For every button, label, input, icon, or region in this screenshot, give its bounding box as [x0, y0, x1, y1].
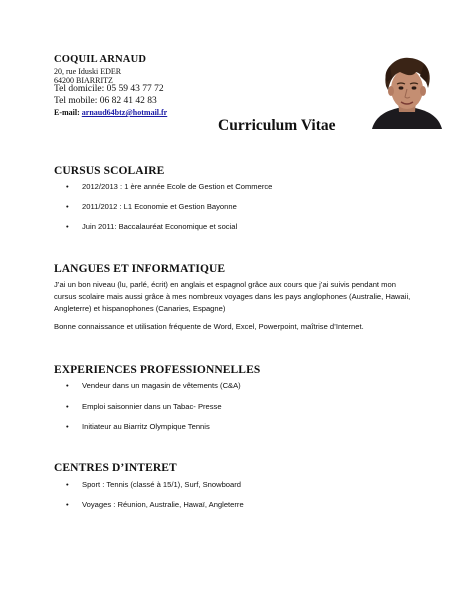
bullet-icon: • — [66, 222, 69, 231]
list-item-text: Initiateur au Biarritz Olympique Tennis — [82, 422, 210, 431]
list-item — [66, 422, 210, 431]
bullet-icon: • — [66, 182, 69, 191]
paragraph-line: Angleterre) et hispanophones (Canaries, Espagne) — [54, 304, 226, 313]
bullet-icon: • — [66, 202, 69, 211]
section-title-cursus: CURSUS SCOLAIRE — [54, 165, 165, 177]
list-item — [66, 500, 244, 509]
list-item — [66, 381, 241, 390]
list-item-text: Sport : Tennis (classé à 15/1), Surf, Snowboard — [82, 480, 241, 489]
list-item-text: 2011/2012 : L1 Economie et Gestion Bayonne — [82, 202, 237, 211]
list-item-text: Voyages : Réunion, Australie, Hawaï, Angleterre — [82, 500, 244, 509]
paragraph-line: J’ai un bon niveau (lu, parlé, écrit) en anglais et espagnol grâce aux cours que j’ai suivis pendant mon — [54, 280, 396, 289]
list-item-text: Emploi saisonnier dans un Tabac- Presse — [82, 402, 222, 411]
section-title-interets: CENTRES D’INTERET — [54, 462, 177, 474]
list-item — [66, 402, 222, 411]
list-item — [66, 182, 272, 191]
address-line-2: 64200 BIARRITZ — [54, 76, 113, 85]
bullet-icon: • — [66, 480, 69, 489]
list-item-text: 2012/2013 : 1 ère année Ecole de Gestion et Commerce — [82, 182, 273, 191]
section-title-experiences: EXPERIENCES PROFESSIONNELLES — [54, 364, 261, 376]
bullet-icon: • — [66, 500, 69, 509]
langues-paragraph — [54, 279, 426, 315]
phone-home: Tel domicile: 05 59 43 77 72 — [54, 84, 164, 94]
section-title-langues: LANGUES ET INFORMATIQUE — [54, 263, 226, 275]
list-item — [66, 480, 241, 489]
list-item-text: Vendeur dans un magasin de vêtements (C&A) — [82, 381, 241, 390]
address-line-1: 20, rue Iduski EDER — [54, 67, 122, 76]
email-label: E-mail: — [54, 108, 80, 117]
document-title: Curriculum Vitae — [218, 117, 336, 134]
phone-mobile: Tel mobile: 06 82 41 42 83 — [54, 96, 157, 106]
list-item — [66, 202, 237, 211]
list-item — [66, 222, 237, 231]
profile-photo — [368, 52, 445, 129]
bullet-icon: • — [66, 422, 69, 431]
bullet-icon: • — [66, 402, 69, 411]
informatique-paragraph: Bonne connaissance et utilisation fréquente de Word, Excel, Powerpoint, maîtrise d’Internet. — [54, 322, 364, 331]
email-link[interactable]: arnaud64btz@hotmail.fr — [81, 108, 168, 117]
candidate-name: COQUIL ARNAUD — [54, 54, 147, 65]
list-item-text: Juin 2011: Baccalauréat Economique et social — [82, 222, 238, 231]
email-row — [54, 108, 167, 117]
bullet-icon: • — [66, 381, 69, 390]
paragraph-line: cursus scolaire mais aussi grâce à mes nombreux voyages dans les pays anglophones (Australie, Hawaii, — [54, 292, 411, 301]
